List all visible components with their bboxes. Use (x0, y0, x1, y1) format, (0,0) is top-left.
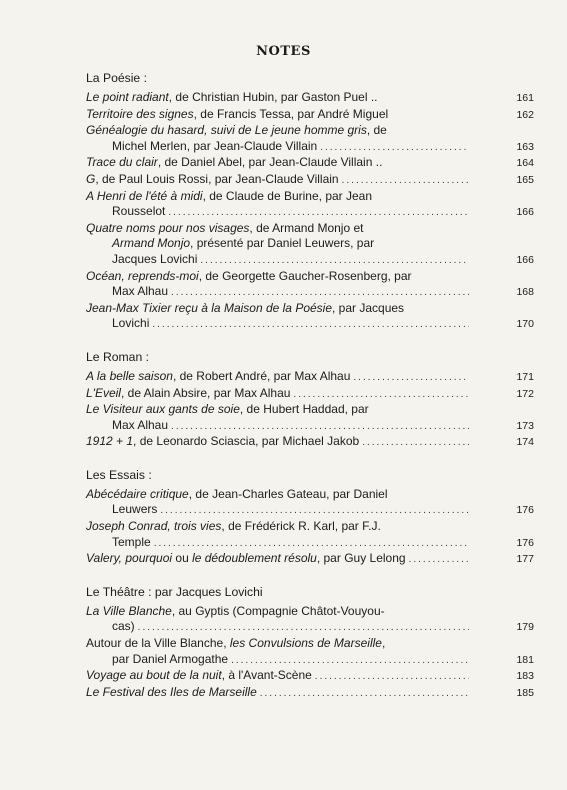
entry-line (86, 189, 498, 205)
entry-text: , (381, 636, 386, 651)
entry-line (86, 684, 534, 702)
entry-text: , de Daniel Abel, par Jean-Claude Villain .. (157, 155, 383, 170)
entry-line (86, 123, 498, 139)
leader-dots (200, 253, 469, 269)
entry-text: , de Robert André, par Max Alhau (172, 368, 351, 383)
page-number: 165 (516, 173, 534, 186)
entry-text: , de Hubert Haddad, par (239, 402, 369, 417)
entry-title: L'Eveil (86, 385, 121, 400)
entry-line (86, 316, 534, 333)
leader-dots (168, 205, 469, 221)
entry-text: , à l'Avant-Scène (221, 668, 312, 683)
entry-text: , de Jean-Charles Gateau, par Daniel (188, 486, 388, 501)
entry-title: A la belle saison (86, 368, 173, 383)
page-number: 166 (516, 253, 534, 266)
entry-title: Territoire des signes (86, 106, 194, 121)
page-number: 168 (516, 286, 534, 299)
leader-dots (260, 686, 469, 702)
toc-entry (86, 90, 534, 107)
leader-dots (342, 173, 469, 189)
toc-section (86, 70, 534, 333)
entry-text: , de Frédérick R. Karl, par F.J. (221, 519, 381, 534)
page-number: 181 (516, 653, 534, 666)
toc-entry (86, 155, 534, 172)
leader-dots (362, 435, 469, 451)
toc-section (86, 467, 534, 568)
entry-line (86, 519, 498, 535)
entry-title: Abécédaire critique (86, 486, 189, 501)
entry-line (86, 90, 534, 107)
entry-line (86, 487, 498, 503)
entry-title: Le Festival des Iles de Marseille (86, 684, 257, 699)
entry-line (86, 106, 534, 124)
entry-title: A Henri de l'été à midi (86, 188, 203, 203)
entry-text: , au Gyptis (Compagnie Châtot-Vouyou- (171, 603, 385, 618)
entry-text: Autour de la Ville Blanche, (86, 636, 230, 651)
entry-title: les Convulsions de Marseille (229, 636, 382, 651)
toc-entry (86, 220, 534, 269)
toc-section (86, 584, 534, 702)
page-number: 173 (516, 419, 534, 432)
entry-text: , de Armand Monjo et (249, 220, 364, 235)
leader-dots (154, 536, 469, 552)
page-number: 185 (516, 686, 534, 699)
page-number: 176 (516, 536, 534, 549)
entry-text: , de Georgette Gaucher-Rosenberg, par (198, 268, 412, 283)
leader-dots (293, 387, 469, 403)
entry-line (86, 402, 498, 418)
page-number: 176 (516, 504, 534, 517)
page-number: 170 (516, 318, 534, 331)
entry-title: La Ville Blanche (86, 603, 172, 618)
toc-entry (86, 385, 534, 403)
page-number: 171 (516, 370, 534, 383)
entry-line (86, 204, 534, 221)
section-heading: Le Roman : (86, 349, 150, 364)
entry-text: , de Francis Tessa, par André Miguel (193, 106, 389, 121)
entry-line (86, 221, 498, 237)
entry-text: cas) (112, 619, 135, 634)
entry-title: Le point radiant (86, 90, 169, 104)
toc-entry (86, 551, 534, 568)
section-heading: Le Théâtre : par Jacques Lovichi (86, 584, 263, 599)
entry-text: Jacques Lovichi (112, 251, 198, 266)
page-title: NOTES (256, 44, 311, 59)
table-of-contents (86, 70, 534, 701)
entry-line (86, 251, 534, 269)
entry-line (86, 434, 534, 451)
toc-entry (86, 171, 534, 189)
entry-text: par Daniel Armogathe (112, 651, 229, 666)
entry-text: , par Guy Lelong (316, 551, 406, 566)
leader-dots (171, 419, 469, 435)
toc-entry (86, 402, 534, 434)
leader-dots (320, 140, 469, 156)
entry-line (86, 155, 534, 172)
toc-entry (86, 486, 534, 519)
toc-entry (86, 300, 534, 333)
leader-dots (353, 370, 469, 386)
page-number: 161 (516, 92, 534, 104)
entry-text: , par Jacques (332, 300, 405, 315)
entry-line (86, 301, 498, 317)
entry-line (86, 604, 498, 620)
section-heading: La Poésie : (86, 71, 147, 85)
entry-title: Généalogie du hasard, suivi de Le jeune homme gris (86, 123, 367, 138)
entry-title: Armand Monjo (112, 236, 191, 251)
entry-text: , de Leonardo Sciascia, par Michael Jakob (133, 434, 360, 449)
entry-line (86, 417, 534, 435)
toc-entry (86, 188, 534, 221)
entry-line (86, 236, 498, 252)
entry-title: 1912 + 1 (86, 434, 134, 449)
entry-text: , de Alain Absire, par Max Alhau (120, 385, 291, 400)
page-number: 172 (516, 387, 534, 400)
entry-line (86, 636, 498, 652)
entry-text: ou (172, 551, 193, 566)
toc-entry (86, 268, 534, 301)
leader-dots (152, 317, 469, 333)
entry-line (86, 551, 534, 568)
entry-title: Le Visiteur aux gants de soie (86, 402, 240, 417)
entry-text: Max Alhau (112, 417, 169, 432)
entry-text: Lovichi (112, 316, 150, 331)
entry-text: , de Paul Louis Rossi, par Jean-Claude Villain (95, 171, 339, 186)
entry-line (86, 171, 534, 189)
entry-line (86, 368, 534, 386)
toc-entry (86, 603, 534, 636)
page-number: 166 (516, 206, 534, 219)
entry-title: Jean-Max Tixier reçu à la Maison de la Poésie (86, 300, 333, 315)
entry-line (86, 651, 534, 669)
entry-text: Rousselot (112, 204, 166, 219)
toc-entry (86, 123, 534, 155)
toc-entry (86, 636, 534, 668)
entry-text: Temple (112, 534, 151, 549)
entry-line (86, 534, 534, 552)
entry-line (86, 668, 534, 685)
entry-text: Leuwers (112, 502, 158, 517)
toc-entry (86, 106, 534, 124)
entry-title: Quatre noms pour nos visages (86, 220, 250, 235)
entry-title: Joseph Conrad, trois vies (86, 519, 222, 534)
leader-dots (138, 620, 469, 636)
leader-dots (409, 552, 469, 568)
entry-text: Michel Merlen, par Jean-Claude Villain (112, 138, 318, 153)
toc-entry (86, 684, 534, 702)
toc-entry (86, 434, 534, 451)
entry-title: Valery, pourquoi (86, 551, 173, 566)
entry-title: Voyage au bout de la nuit (86, 668, 222, 683)
toc-entry (86, 519, 534, 551)
entry-text: , de Claude de Burine, par Jean (202, 188, 373, 203)
toc-entry (86, 668, 534, 685)
leader-dots (231, 653, 469, 669)
page-number: 183 (516, 670, 534, 683)
page-number: 162 (516, 108, 534, 121)
toc-entry (86, 368, 534, 386)
page-number: 164 (516, 157, 534, 170)
entry-text: , de (366, 123, 387, 138)
entry-line (86, 385, 534, 403)
page-number: 177 (516, 553, 534, 566)
entry-line (86, 138, 534, 156)
section-heading: Les Essais : (86, 467, 152, 482)
toc-section (86, 349, 534, 451)
entry-title: Trace du clair (86, 155, 158, 170)
page-number: 163 (516, 140, 534, 153)
leader-dots (160, 503, 469, 519)
page-number: 174 (516, 436, 534, 449)
entry-text: , présenté par Daniel Leuwers, par (190, 236, 375, 251)
entry-line (86, 619, 534, 636)
entry-text: , de Christian Hubin, par Gaston Puel .. (168, 90, 378, 104)
entry-line (86, 269, 498, 285)
entry-line (86, 284, 534, 301)
leader-dots (315, 669, 469, 685)
entry-title: le dédoublement résolu (192, 551, 317, 566)
entry-line (86, 502, 534, 519)
entry-title: Océan, reprends-moi (86, 268, 199, 283)
entry-text: Max Alhau (112, 284, 169, 299)
entry-title: G (86, 171, 96, 186)
leader-dots (171, 285, 469, 301)
page-number: 179 (516, 621, 534, 634)
